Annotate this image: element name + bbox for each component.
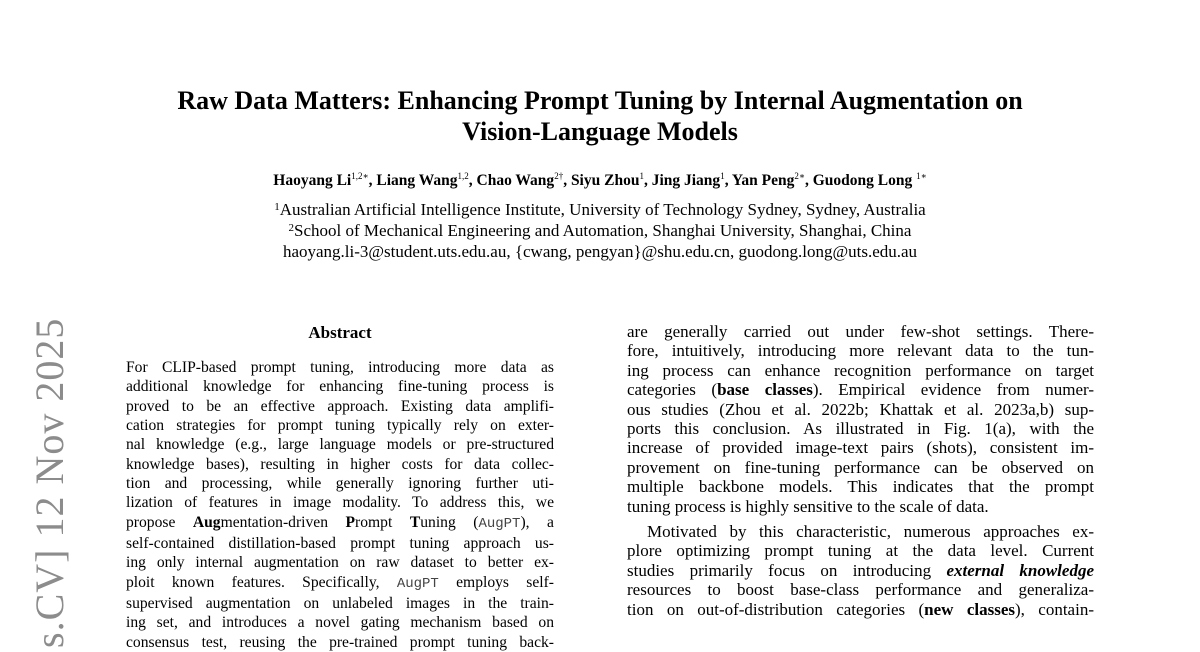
author-emails: haoyang.li-3@student.uts.edu.au, {cwang, pengyan}@shu.edu.cn, guodong.long@uts.edu.au	[282, 242, 918, 261]
text-line: supervised augmentation on unlabeled images in the train-	[126, 595, 554, 613]
method-name: AugPT	[478, 515, 521, 532]
author: Chao Wang$^{2\dagger}$	[476, 171, 564, 189]
title-line-2: Vision-Language Models	[462, 117, 738, 146]
text-line: ing process can enhance recognition performance on target	[627, 360, 1094, 380]
method-name: AugPT	[396, 575, 439, 592]
text-line: For CLIP-based prompt tuning, introducing more data as	[126, 359, 554, 376]
text-line: cation strategies for prompt tuning typically rely on exter-	[126, 417, 554, 435]
text-line: additional knowledge for enhancing fine-tuning process is	[126, 378, 554, 396]
title-line-1: Raw Data Matters: Enhancing Prompt Tuning by Internal Augmentation on	[177, 86, 1023, 115]
affiliation-2: $^2$School of Mechanical Engineering and Automation, Shanghai University, Shanghai, China	[288, 221, 912, 240]
text-line: nal knowledge (e.g., large language models or pre-structured	[126, 436, 554, 454]
text-line: ploit known features. Specifically, AugPT employs self-	[126, 573, 554, 592]
text-line: Motivated by this characteristic, numerous approaches ex-	[647, 522, 1094, 542]
arxiv-watermark: s.CV] 12 Nov 2025	[27, 317, 72, 648]
text-line: self-contained distillation-based prompt tuning approach us-	[126, 535, 554, 553]
paper-title	[140, 85, 1060, 147]
text-line: tion on out-of-distribution categories (new classes), contain-	[627, 599, 1094, 619]
text-line: consensus test, reusing the pre-trained prompt tuning back-	[126, 633, 554, 651]
text-line: lization of features in image modality. To address this, we	[126, 494, 554, 512]
text-line: are generally carried out under few-shot settings. There-	[627, 322, 1094, 341]
text-line: proved to be an effective approach. Existing data amplifi-	[126, 397, 554, 415]
text-line: propose Augmentation-driven Prompt Tuning (AugPT), a	[126, 513, 554, 532]
text-line: categories (base classes). Empirical evidence from numer-	[627, 380, 1094, 400]
abstract-heading: Abstract	[308, 323, 372, 342]
text-line: tuning process is highly sensitive to the scale of data.	[627, 496, 989, 516]
text-line: fore, intuitively, introducing more relevant data to the tun-	[627, 341, 1094, 361]
abstract-body	[126, 358, 554, 652]
text-line: ing only internal augmentation on raw dataset to better ex-	[126, 554, 554, 572]
text-line: ing set, and introduces a novel gating mechanism based on	[126, 614, 554, 632]
author: Yan Peng$^{2∗}$	[731, 171, 805, 189]
text-line: tion and processing, while generally ignoring further uti-	[126, 475, 554, 493]
text-line: increase of provided image-text pairs (shots), consistent im-	[627, 438, 1094, 458]
text-line: ous studies (Zhou et al. 2022b; Khattak et al. 2023a,b) sup-	[627, 399, 1094, 419]
author: Haoyang $Li^{1,2∗}$	[273, 171, 369, 189]
text-line: studies primarily focus on introducing external knowledge	[627, 560, 1095, 580]
introduction-body	[627, 322, 1094, 619]
author: Jing Jiang$^1$	[651, 171, 725, 189]
author: Liang Wang$^{1,2}$	[376, 171, 469, 189]
text-line: knowledge bases), resulting in higher costs for data collec-	[126, 455, 554, 473]
text-line: multiple backbone models. This indicates that the prompt	[627, 477, 1094, 497]
author: Siyu Zhou$^1$	[570, 171, 644, 189]
author-list: Haoyang $Li^{1,2∗}$, Liang Wang$^{1,2}$, Chao Wang$^{2\dagger}$, Siyu Zhou$^1$, Jing Jiang$^1$, Yan Peng$^{2∗}$, Guodong Long $^{1∗}$	[273, 171, 927, 189]
affiliation-1: $^1$Australian Artificial Intelligence Institute, University of Technology Sydney, Sydney, Australia	[274, 200, 926, 219]
text-line: ports this conclusion. As illustrated in Fig. 1(a), with the	[627, 419, 1094, 439]
text-line: plore optimizing prompt tuning at the data level. Current	[627, 541, 1094, 561]
text-line: provement on fine-tuning performance can be observed on	[627, 457, 1094, 477]
author: Guodong Long $^{1∗}$	[812, 171, 927, 189]
text-line: resources to boost base-class performance and generaliza-	[627, 580, 1094, 600]
